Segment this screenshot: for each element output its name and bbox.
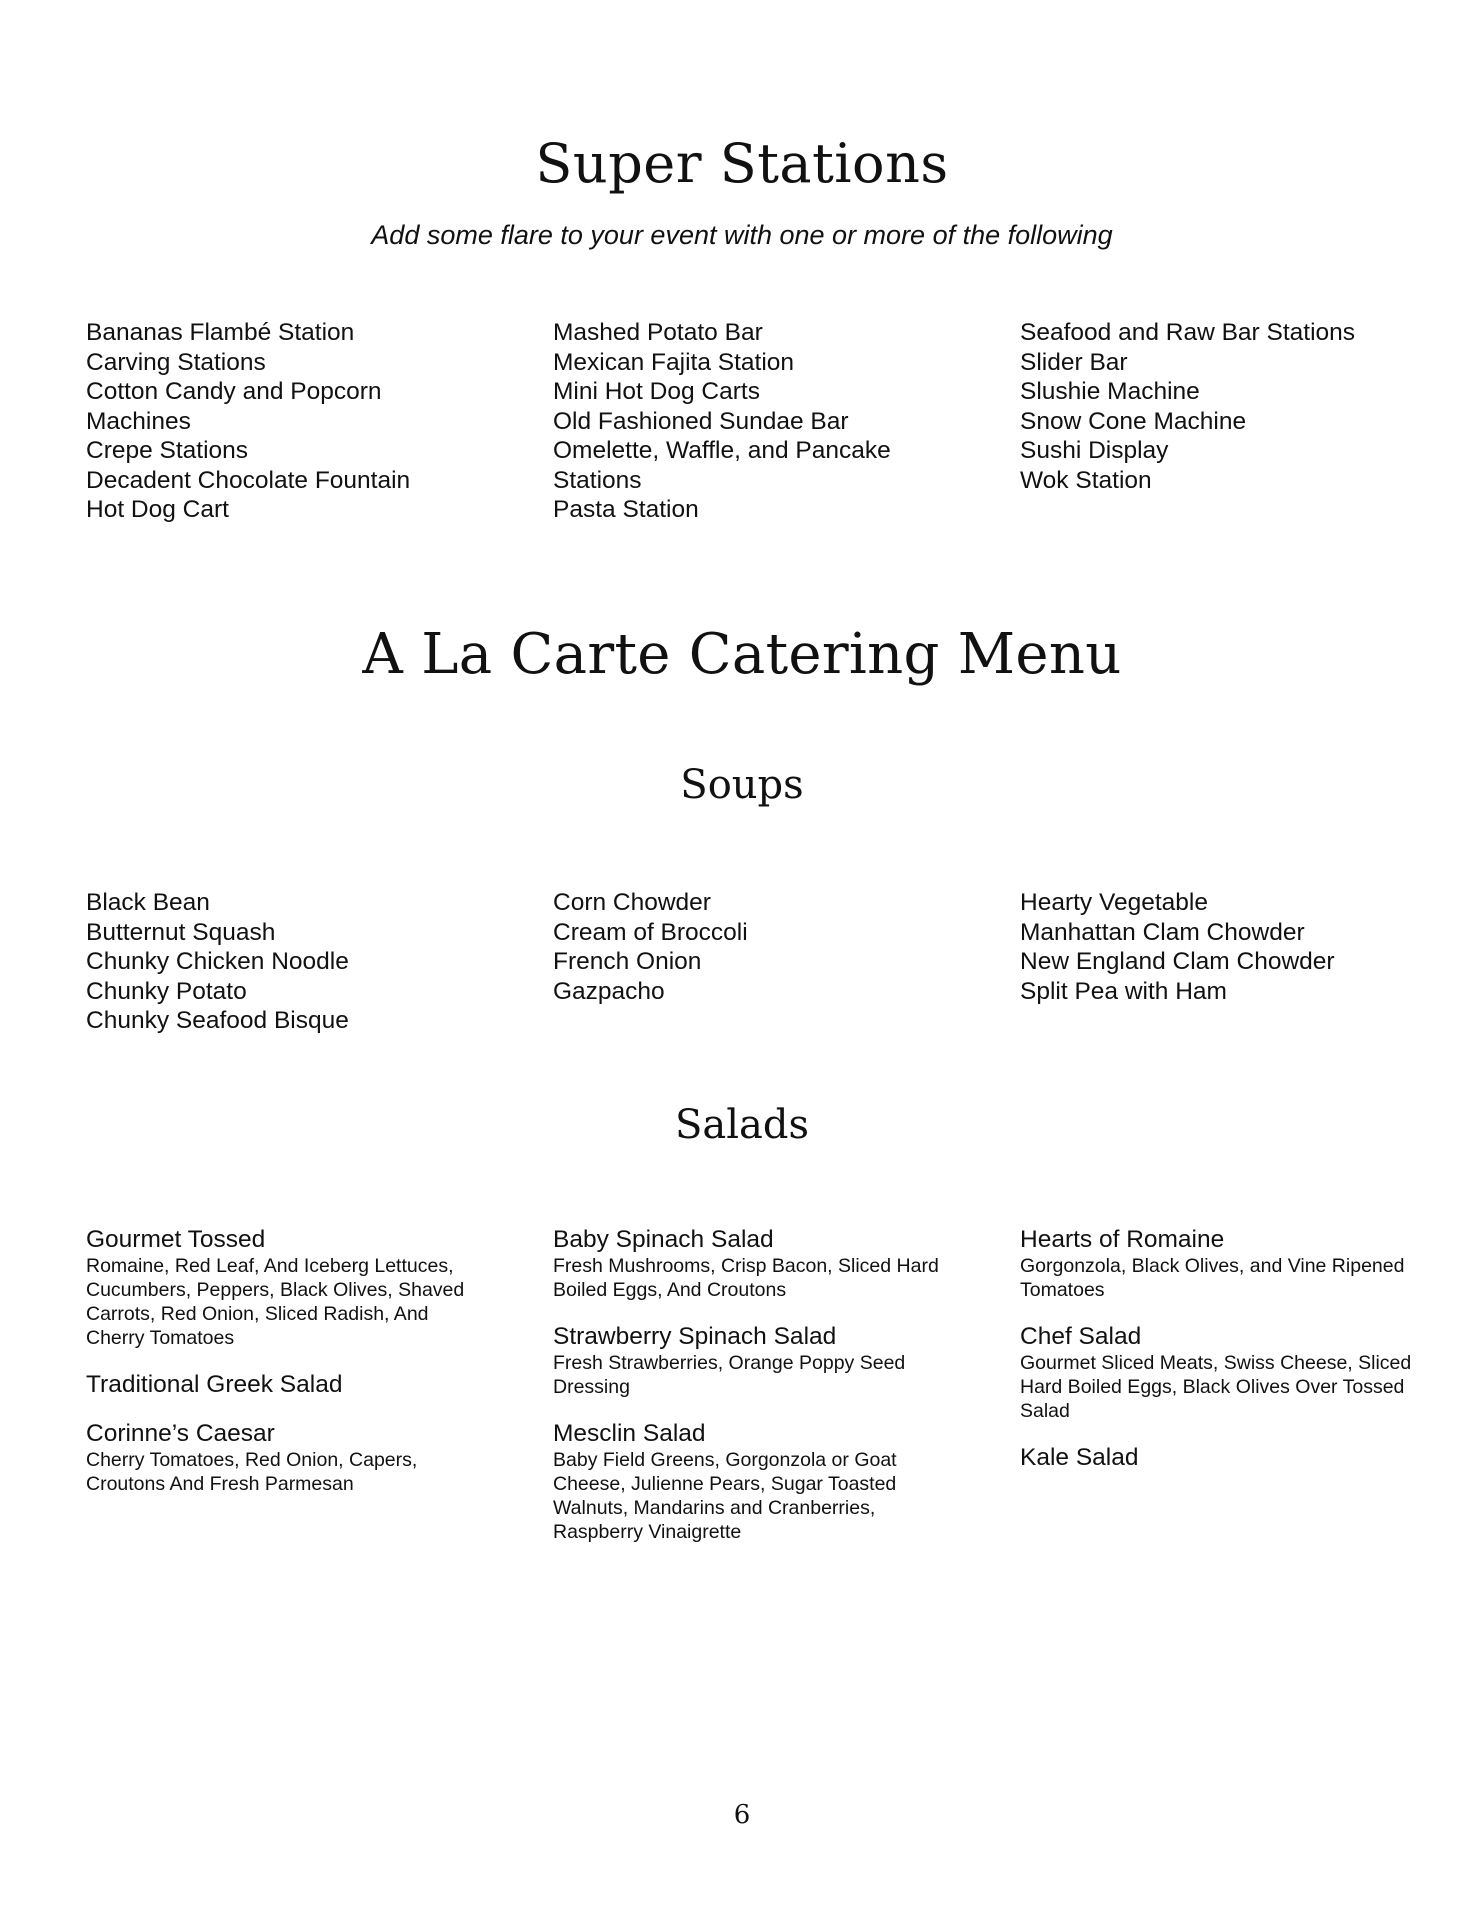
menu-item: Omelette, Waffle, and Pancake: [553, 437, 891, 464]
salad-name: Chef Salad: [1020, 1323, 1142, 1350]
soups-column-2: [553, 888, 993, 1006]
menu-item: Hot Dog Cart: [86, 496, 229, 523]
salad-item: [86, 1226, 526, 1350]
salad-item: [553, 1226, 993, 1302]
salad-name: Kale Salad: [1020, 1444, 1139, 1471]
salad-name: Traditional Greek Salad: [86, 1371, 343, 1398]
super-stations-subtitle: Add some flare to your event with one or more of the following: [371, 220, 1113, 250]
menu-item: Butternut Squash: [86, 918, 276, 946]
salads-heading: Salads: [674, 1102, 810, 1148]
salad-description: Baby Field Greens, Gorgonzola or Goat Cheese, Julienne Pears, Sugar Toasted Walnuts, Mandarins and Cranberries, Raspberry Vinaigrette: [553, 1449, 897, 1543]
menu-item: French Onion: [553, 948, 702, 975]
a-la-carte-title: A La Carte Catering Menu: [362, 622, 1122, 687]
salad-name: Baby Spinach Salad: [553, 1226, 774, 1253]
salad-item: [553, 1420, 993, 1544]
menu-item: Pasta Station: [553, 496, 699, 523]
salad-description: Gorgonzola, Black Olives, and Vine Ripened Tomatoes: [1020, 1255, 1405, 1301]
salad-name: Gourmet Tossed: [86, 1226, 266, 1253]
salad-item: [1020, 1444, 1460, 1472]
menu-item: Chunky Chicken Noodle: [86, 948, 349, 975]
salad-name: Mesclin Salad: [553, 1420, 706, 1447]
stations-column-3: [1020, 318, 1460, 495]
menu-item: Mexican Fajita Station: [553, 348, 795, 376]
salad-item: [86, 1371, 526, 1399]
menu-item: Bananas Flambé Station: [86, 319, 355, 346]
page-number: 6: [733, 1800, 751, 1830]
menu-item: Black Bean: [86, 889, 210, 916]
menu-item: Old Fashioned Sundae Bar: [553, 407, 849, 435]
salads-column-1: [86, 1226, 526, 1517]
salad-item: [1020, 1226, 1460, 1302]
menu-item: New England Clam Chowder: [1020, 948, 1335, 975]
menu-item: Corn Chowder: [553, 889, 711, 916]
salads-column-2: [553, 1226, 993, 1565]
menu-item: Stations: [553, 466, 642, 494]
soups-column-1: [86, 888, 526, 1036]
menu-item: Chunky Potato: [86, 977, 247, 1005]
soups-heading: Soups: [680, 762, 804, 808]
super-stations-title: Super Stations: [535, 132, 949, 195]
menu-item: Wok Station: [1020, 466, 1152, 494]
salad-name: Corinne’s Caesar: [86, 1420, 275, 1447]
salad-name: Strawberry Spinach Salad: [553, 1323, 837, 1350]
menu-item: Seafood and Raw Bar Stations: [1020, 319, 1356, 346]
menu-item: Gazpacho: [553, 977, 665, 1005]
menu-item: Mini Hot Dog Carts: [553, 378, 760, 405]
menu-item: Slushie Machine: [1020, 378, 1200, 405]
menu-item: Machines: [86, 407, 191, 435]
salad-description: Gourmet Sliced Meats, Swiss Cheese, Sliced Hard Boiled Eggs, Black Olives Over Tossed Salad: [1020, 1352, 1412, 1422]
menu-item: Carving Stations: [86, 348, 266, 376]
menu-item: Cotton Candy and Popcorn: [86, 378, 382, 405]
salad-description: Romaine, Red Leaf, And Iceberg Lettuces, Cucumbers, Peppers, Black Olives, Shaved Carrots, Red Onion, Sliced Radish, And Cherry Tomatoes: [86, 1255, 465, 1349]
salad-description: Cherry Tomatoes, Red Onion, Capers, Croutons And Fresh Parmesan: [86, 1449, 418, 1495]
menu-item: Manhattan Clam Chowder: [1020, 918, 1305, 946]
menu-item: Chunky Seafood Bisque: [86, 1007, 349, 1034]
salad-description: Fresh Strawberries, Orange Poppy Seed Dressing: [553, 1352, 906, 1398]
salad-description: Fresh Mushrooms, Crisp Bacon, Sliced Hard Boiled Eggs, And Croutons: [553, 1255, 939, 1301]
menu-item: Crepe Stations: [86, 437, 249, 464]
menu-item: Decadent Chocolate Fountain: [86, 466, 411, 494]
menu-item: Snow Cone Machine: [1020, 407, 1247, 435]
menu-item: Split Pea with Ham: [1020, 977, 1227, 1005]
menu-item: Mashed Potato Bar: [553, 319, 763, 346]
menu-item: Hearty Vegetable: [1020, 889, 1208, 916]
salad-name: Hearts of Romaine: [1020, 1226, 1225, 1253]
stations-column-1: [86, 318, 526, 525]
salad-item: [1020, 1323, 1460, 1423]
salad-item: [86, 1420, 526, 1496]
soups-column-3: [1020, 888, 1460, 1006]
salad-item: [553, 1323, 993, 1399]
salads-column-3: [1020, 1226, 1460, 1493]
menu-item: Slider Bar: [1020, 348, 1128, 376]
menu-item: Sushi Display: [1020, 437, 1169, 464]
menu-item: Cream of Broccoli: [553, 918, 748, 946]
stations-column-2: [553, 318, 993, 525]
